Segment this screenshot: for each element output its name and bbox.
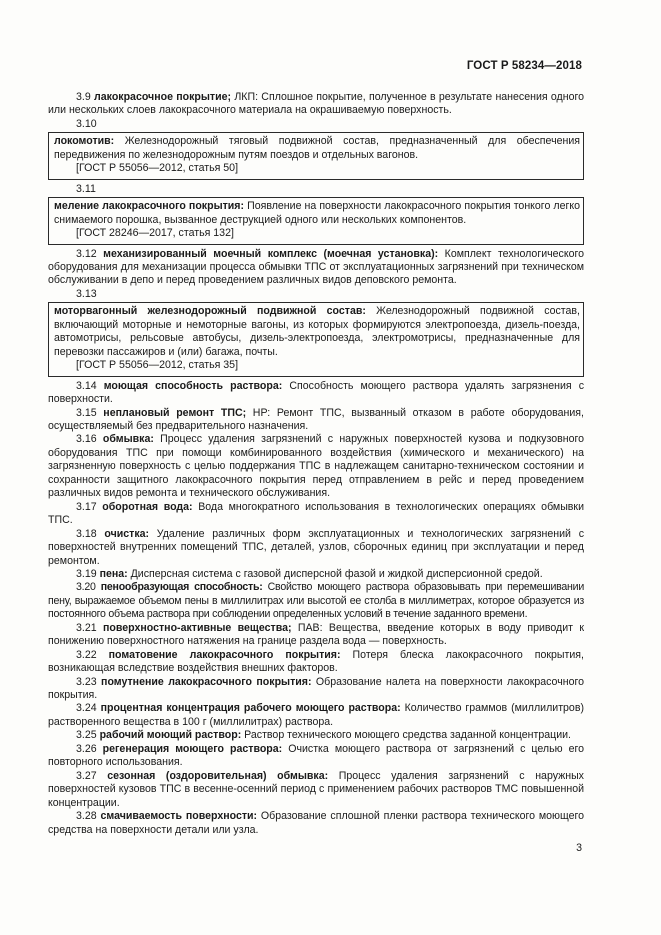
term: регенерация моющего раствора:: [102, 742, 283, 755]
page-number: 3: [576, 842, 582, 854]
definitions-list: [48, 91, 584, 837]
term: сезонная (оздоровительная) обмывка:: [107, 769, 329, 782]
definition-3-20: 3.20 пенообразующая способность: Свойство моющего раствора образовывать при перемешивании пену, выражаемое объемом пены в миллилитрах или высотой ее столба в миллиметрах, которое образуется из постоянного объема раствора при соблюдении определенных условий в течение заданного времени.: [48, 581, 584, 621]
definition-3-10: локомотив: Железнодорожный тяговый подвижной состав, предназначенный для обеспечения передвижения по железнодорожным путям поездов и отдельных вагонов.: [54, 135, 580, 161]
definition-number: 3.10: [76, 117, 97, 130]
definition-3-26: 3.26 регенерация моющего раствора: Очистка моющего раствора от загрязнений с целью его повторного использования.: [48, 742, 584, 769]
term: обмывка:: [102, 433, 154, 446]
definition-number: 3.11: [76, 182, 96, 195]
definition-3-9: 3.9 лакокрасочное покрытие; ЛКП: Сплошное покрытие, полученное в результате нанесения одного или нескольких слоев лакокрасочного материала на окрашиваемую поверхность.: [48, 91, 585, 117]
term: локомотив:: [54, 135, 115, 148]
term: меление лакокрасочного покрытия:: [54, 200, 245, 213]
quoted-definition-box: [48, 197, 584, 244]
definition-source: [ГОСТ Р 55056—2012, статья 35]: [76, 359, 239, 372]
definition-3-24: 3.24 процентная концентрация рабочего моющего раствора: Количество граммов (миллилитров) растворенного вещества в 100 г (миллилитрах) раствора.: [48, 702, 584, 728]
term: смачиваемость поверхности:: [100, 810, 258, 823]
definition-3-12: 3.12 механизированный моечный комплекс (моечная установка): Комплект технологического оборудования для механизации процесса обмывки ТПС от эксплуатационных загрязнений при техническом обслуживании в депо и перед проведением различных видов деповского ремонта.: [48, 247, 584, 287]
term: пенообразующая способность:: [100, 581, 263, 594]
document-code-header: ГОСТ Р 58234—2018: [466, 60, 582, 72]
definition-3-22: 3.22 поматовение лакокрасочного покрытия: Потеря блеска лакокрасочного покрытия, возникающая вследствие воздействия внешних факторов.: [48, 648, 584, 675]
definition-3-27: 3.27 сезонная (оздоровительная) обмывка: Процесс удаления загрязнений с наружных поверхностей кузовов ТПС в весенне-осенний период с применением рабочих растворов ТМС повышенной концентрации.: [48, 769, 584, 809]
term: механизированный моечный комплекс (моечная установка):: [103, 247, 439, 260]
term: поматовение лакокрасочного покрытия:: [108, 648, 341, 661]
term: неплановый ремонт ТПС;: [103, 406, 247, 419]
definition-3-16: 3.16 обмывка: Процесс удаления загрязнений с наружных поверхностей кузова и подкузовного оборудования ТПС при помощи комбинированного воздействия (химического и механического) на загрязненную поверхность с целью поддержания ТПС в надлежащем санитарно-техническом состоянии и сохранности защитного лакокрасочного покрытия перед отправлением в рейс и перед проведением различных видов ремонта и технического обслуживания.: [48, 433, 584, 500]
term: оборотная вода:: [102, 500, 193, 513]
definition-source: [ГОСТ 28246—2017, статья 132]: [76, 227, 234, 240]
term: очистка:: [104, 527, 150, 540]
definition-3-11: меление лакокрасочного покрытия: Появление на поверхности лакокрасочного покрытия тонкого легко снимаемого порошка, вызванное деструкцией одного или нескольких компонентов.: [54, 200, 580, 226]
term: пена:: [99, 567, 128, 580]
term: лакокрасочное покрытие;: [94, 91, 232, 103]
definition-3-25: 3.25 рабочий моющий раствор: Раствор технического моющего средства заданной концентрации.: [76, 729, 571, 742]
definition-3-23: 3.23 помутнение лакокрасочного покрытия: Образование налета на поверхности лакокрасочного покрытия.: [48, 675, 584, 702]
term: помутнение лакокрасочного покрытия:: [101, 675, 312, 688]
definition-3-28: 3.28 смачиваемость поверхности: Образование сплошной пленки раствора технического моющего средства на поверхности детали или узла.: [48, 810, 584, 836]
definition-3-17: 3.17 оборотная вода: Вода многократного использования в технологических операциях обмывки ТПС.: [48, 500, 584, 527]
definition-number: 3.13: [76, 287, 97, 300]
quoted-definition-box: [48, 302, 584, 376]
term: рабочий моющий раствор:: [99, 729, 242, 742]
term: моторвагонный железнодорожный подвижной состав:: [54, 305, 366, 318]
definition-3-21: 3.21 поверхностно-активные вещества; ПАВ: Вещества, введение которых в воду приводит к понижению поверхностного натяжения на границе раздела вода — поверхность.: [48, 621, 584, 648]
term: поверхностно-активные вещества;: [103, 621, 292, 634]
definition-3-13: моторвагонный железнодорожный подвижной состав: Железнодорожный подвижной состав, включающий моторные и немоторные вагоны, из которых формируются электропоезда, дизель-поезда, автомотрисы, рельсовые автобусы, дизель-электропоезда, электромотрисы, предназначенные для перевозки пассажиров и (или) багажа, почты.: [54, 305, 581, 358]
definition-3-18: 3.18 очистка: Удаление различных форм эксплуатационных и технологических загрязнений с поверхностей внутренних помещений ТПС, деталей, узлов, сборочных единиц при эксплуатации и перед ремонтом.: [48, 527, 584, 567]
definition-3-14: 3.14 моющая способность раствора: Способность моющего раствора удалять загрязнения с поверхности.: [48, 379, 584, 406]
term: процентная концентрация рабочего моющего раствора:: [100, 702, 401, 715]
definition-source: [ГОСТ Р 55056—2012, статья 50]: [76, 162, 239, 175]
definition-3-15: 3.15 неплановый ремонт ТПС; НР: Ремонт ТПС, вызванный отказом в работе оборудования, осуществляемый без предварительного назначения.: [48, 406, 584, 432]
definition-3-19: 3.19 пена: Дисперсная система с газовой дисперсной фазой и жидкой дисперсионной средой.: [76, 567, 543, 580]
term: моющая способность раствора:: [103, 379, 283, 392]
quoted-definition-box: [48, 132, 584, 179]
